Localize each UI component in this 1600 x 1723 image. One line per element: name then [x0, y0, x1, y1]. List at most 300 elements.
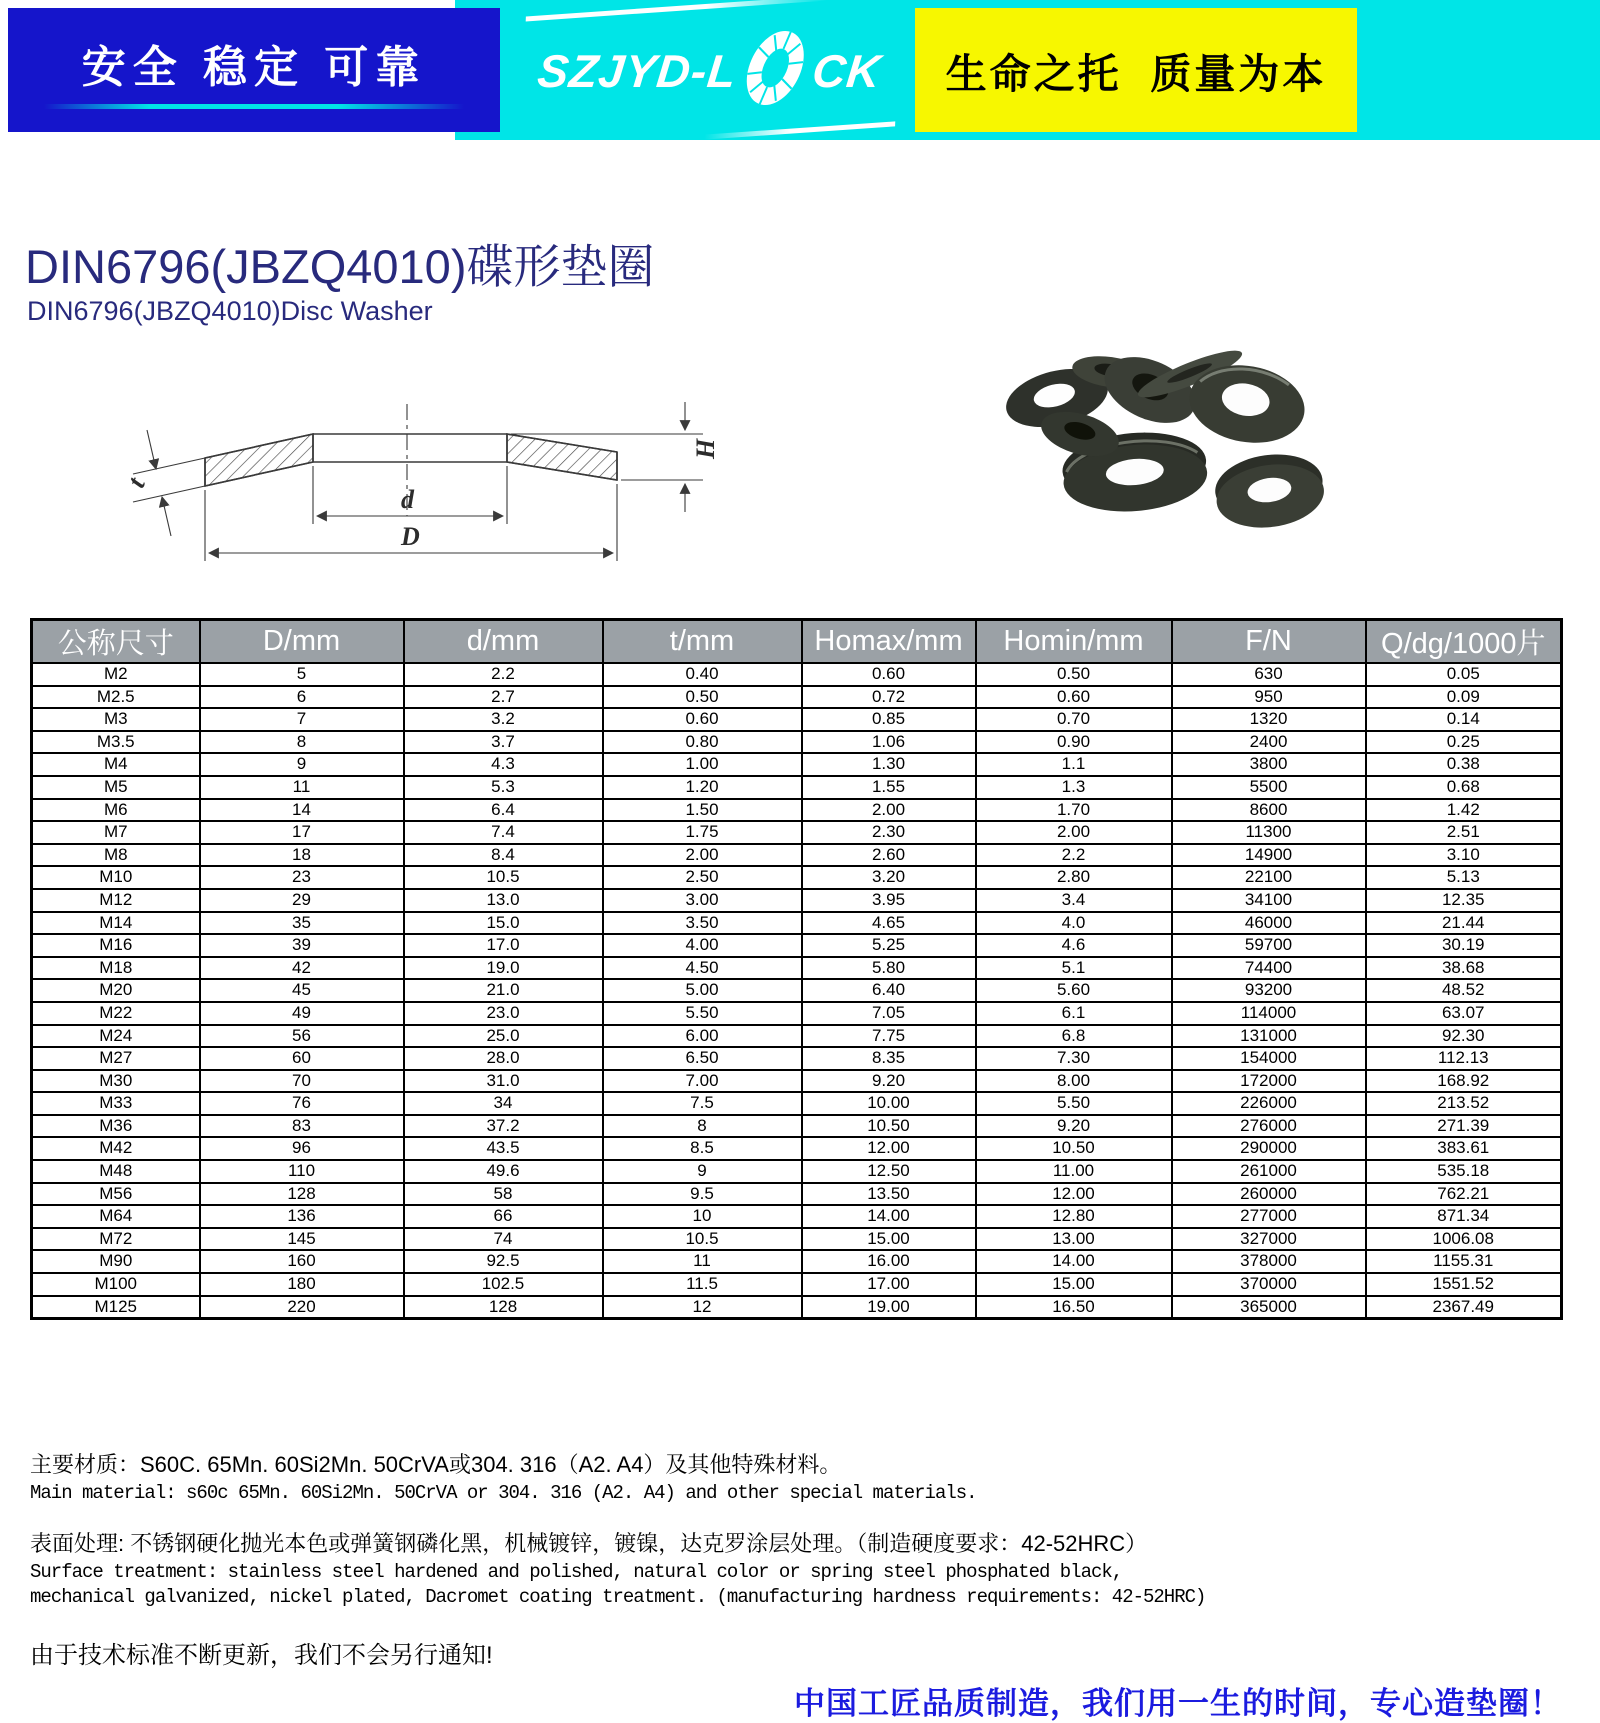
spec-table-head-row — [32, 620, 1562, 664]
table-cell: 114000 — [1172, 1002, 1366, 1025]
table-row — [32, 957, 1562, 980]
table-cell: 0.68 — [1366, 776, 1562, 799]
logo-swoosh-top — [526, 0, 828, 21]
page-title: DIN6796(JBZQ4010)碟形垫圈 — [25, 240, 655, 293]
table-cell: 1.06 — [802, 731, 976, 754]
table-cell: 60 — [200, 1047, 404, 1070]
table-cell: 131000 — [1172, 1025, 1366, 1048]
table-cell: 327000 — [1172, 1228, 1366, 1251]
table-cell: M5 — [32, 776, 200, 799]
table-cell: 112.13 — [1366, 1047, 1562, 1070]
table-cell: 21.44 — [1366, 912, 1562, 935]
table-cell: 37.2 — [404, 1115, 603, 1138]
column-header: Homin/mm — [976, 620, 1172, 664]
table-cell: 276000 — [1172, 1115, 1366, 1138]
table-cell: M56 — [32, 1183, 200, 1206]
table-cell: 950 — [1172, 686, 1366, 709]
table-cell: 7.5 — [603, 1092, 802, 1115]
table-cell: 76 — [200, 1092, 404, 1115]
table-cell: M64 — [32, 1205, 200, 1228]
table-cell: 7.00 — [603, 1070, 802, 1093]
table-cell: 10 — [603, 1205, 802, 1228]
table-cell: 370000 — [1172, 1273, 1366, 1296]
table-cell: 2367.49 — [1366, 1296, 1562, 1319]
table-cell: 16.50 — [976, 1296, 1172, 1319]
table-cell: 34 — [404, 1092, 603, 1115]
table-cell: 11 — [603, 1250, 802, 1273]
table-cell: 58 — [404, 1183, 603, 1206]
table-cell: 1.50 — [603, 799, 802, 822]
table-cell: 5.60 — [976, 979, 1172, 1002]
table-cell: M27 — [32, 1047, 200, 1070]
table-cell: M14 — [32, 912, 200, 935]
table-cell: 1006.08 — [1366, 1228, 1562, 1251]
table-cell: 13.00 — [976, 1228, 1172, 1251]
table-cell: 0.25 — [1366, 731, 1562, 754]
table-cell: 6.00 — [603, 1025, 802, 1048]
table-cell: M18 — [32, 957, 200, 980]
table-cell: M2 — [32, 663, 200, 686]
dim-label-H: H — [691, 438, 720, 459]
table-cell: 56 — [200, 1025, 404, 1048]
dim-label-t: t — [121, 473, 151, 492]
bottom-slogan: 中国工匠品质制造，我们用一生的时间，专心造垫圈！ — [794, 1686, 1562, 1721]
table-cell: M42 — [32, 1137, 200, 1160]
table-cell: 128 — [200, 1183, 404, 1206]
table-row — [32, 934, 1562, 957]
table-cell: 110 — [200, 1160, 404, 1183]
table-cell: 19.0 — [404, 957, 603, 980]
column-header: 公称尺寸 — [32, 620, 200, 664]
table-cell: 59700 — [1172, 934, 1366, 957]
table-cell: M4 — [32, 753, 200, 776]
table-cell: 7.4 — [404, 821, 603, 844]
table-cell: 11.00 — [976, 1160, 1172, 1183]
table-cell: 383.61 — [1366, 1137, 1562, 1160]
table-cell: 5.25 — [802, 934, 976, 957]
table-cell: M6 — [32, 799, 200, 822]
table-cell: 3800 — [1172, 753, 1366, 776]
disc-washer-product-photo — [985, 316, 1330, 541]
table-cell: 2.2 — [404, 663, 603, 686]
table-row — [32, 1115, 1562, 1138]
column-header: t/mm — [603, 620, 802, 664]
page-header — [0, 0, 1600, 140]
table-cell: 28.0 — [404, 1047, 603, 1070]
table-cell: M24 — [32, 1025, 200, 1048]
table-cell: 4.6 — [976, 934, 1172, 957]
table-cell: 260000 — [1172, 1183, 1366, 1206]
table-cell: 3.95 — [802, 889, 976, 912]
table-cell: 5.3 — [404, 776, 603, 799]
table-cell: M3.5 — [32, 731, 200, 754]
table-cell: 9.5 — [603, 1183, 802, 1206]
table-cell: 3.00 — [603, 889, 802, 912]
brand-logo-inner — [533, 22, 886, 119]
table-cell: 220 — [200, 1296, 404, 1319]
header-safety-banner — [8, 8, 500, 132]
table-cell: 5 — [200, 663, 404, 686]
table-cell: 271.39 — [1366, 1115, 1562, 1138]
table-cell: M7 — [32, 821, 200, 844]
table-cell: 5.00 — [603, 979, 802, 1002]
table-cell: 3.4 — [976, 889, 1172, 912]
page-subtitle: DIN6796(JBZQ4010)Disc Washer — [27, 296, 433, 326]
table-cell: 25.0 — [404, 1025, 603, 1048]
table-cell: 74400 — [1172, 957, 1366, 980]
table-cell: M12 — [32, 889, 200, 912]
table-cell: 17.0 — [404, 934, 603, 957]
table-row — [32, 1250, 1562, 1273]
table-cell: 2.30 — [802, 821, 976, 844]
table-cell: 6.4 — [404, 799, 603, 822]
table-cell: 2.00 — [603, 844, 802, 867]
table-cell: 4.0 — [976, 912, 1172, 935]
table-cell: 5.13 — [1366, 866, 1562, 889]
spec-table-body — [32, 663, 1562, 1319]
table-cell: 11.5 — [603, 1273, 802, 1296]
table-cell: 1551.52 — [1366, 1273, 1562, 1296]
table-row — [32, 1070, 1562, 1093]
table-cell: 2.80 — [976, 866, 1172, 889]
table-cell: 15.00 — [976, 1273, 1172, 1296]
column-header: d/mm — [404, 620, 603, 664]
table-cell: 0.60 — [976, 686, 1172, 709]
table-row — [32, 1183, 1562, 1206]
table-cell: 213.52 — [1366, 1092, 1562, 1115]
table-row — [32, 912, 1562, 935]
table-cell: 0.50 — [603, 686, 802, 709]
table-row — [32, 821, 1562, 844]
table-cell: 12.00 — [802, 1137, 976, 1160]
table-cell: M20 — [32, 979, 200, 1002]
table-cell: 4.65 — [802, 912, 976, 935]
table-cell: 66 — [404, 1205, 603, 1228]
table-cell: 2.00 — [802, 799, 976, 822]
table-row — [32, 1137, 1562, 1160]
table-cell: 5.50 — [603, 1002, 802, 1025]
table-cell: M22 — [32, 1002, 200, 1025]
table-cell: 168.92 — [1366, 1070, 1562, 1093]
surface-note-cn: 表面处理: 不锈钢硬化抛光本色或弹簧钢磷化黑，机械镀锌，镀镍，达克罗涂层处理。（制造硬度要求：42-52HRC） — [30, 1531, 1148, 1556]
table-cell: 9.20 — [976, 1115, 1172, 1138]
table-cell: 14900 — [1172, 844, 1366, 867]
safety-slogan-text: 安全 稳定 可靠 — [81, 43, 427, 92]
table-row — [32, 1025, 1562, 1048]
table-cell: 5.1 — [976, 957, 1172, 980]
table-cell: 19.00 — [802, 1296, 976, 1319]
table-cell: 0.90 — [976, 731, 1172, 754]
table-cell: M33 — [32, 1092, 200, 1115]
table-row — [32, 1002, 1562, 1025]
table-cell: 0.60 — [603, 708, 802, 731]
table-cell: 8 — [603, 1115, 802, 1138]
table-cell: 14 — [200, 799, 404, 822]
table-row — [32, 1047, 1562, 1070]
table-cell: 3.50 — [603, 912, 802, 935]
table-cell: 30.19 — [1366, 934, 1562, 957]
table-cell: 630 — [1172, 663, 1366, 686]
table-cell: 0.85 — [802, 708, 976, 731]
table-cell: 871.34 — [1366, 1205, 1562, 1228]
table-cell: 18 — [200, 844, 404, 867]
table-cell: 2.00 — [976, 821, 1172, 844]
table-cell: 1.75 — [603, 821, 802, 844]
table-cell: 0.60 — [802, 663, 976, 686]
table-row — [32, 979, 1562, 1002]
table-cell: 14.00 — [976, 1250, 1172, 1273]
table-cell: 8.00 — [976, 1070, 1172, 1093]
table-cell: 12 — [603, 1296, 802, 1319]
table-cell: 2.7 — [404, 686, 603, 709]
table-cell: 128 — [404, 1296, 603, 1319]
table-row — [32, 686, 1562, 709]
table-row — [32, 866, 1562, 889]
column-header: D/mm — [200, 620, 404, 664]
table-cell: 3.10 — [1366, 844, 1562, 867]
update-note: 由于技术标准不断更新，我们不会另行通知! — [30, 1642, 493, 1669]
table-cell: 7.30 — [976, 1047, 1172, 1070]
logo-swoosh-bottom — [705, 121, 896, 139]
table-cell: 96 — [200, 1137, 404, 1160]
table-cell: 10.00 — [802, 1092, 976, 1115]
table-cell: 145 — [200, 1228, 404, 1251]
table-cell: 136 — [200, 1205, 404, 1228]
table-cell: 8 — [200, 731, 404, 754]
table-cell: 23 — [200, 866, 404, 889]
table-row — [32, 1296, 1562, 1319]
table-cell: 1.55 — [802, 776, 976, 799]
table-cell: 7.75 — [802, 1025, 976, 1048]
table-cell: 10.5 — [404, 866, 603, 889]
table-cell: 42 — [200, 957, 404, 980]
table-cell: 7.05 — [802, 1002, 976, 1025]
table-cell: 93200 — [1172, 979, 1366, 1002]
table-cell: M90 — [32, 1250, 200, 1273]
table-cell: 2.50 — [603, 866, 802, 889]
washer-logo-icon — [734, 22, 816, 119]
table-cell: 6.8 — [976, 1025, 1172, 1048]
table-cell: 34100 — [1172, 889, 1366, 912]
table-cell: 48.52 — [1366, 979, 1562, 1002]
table-cell: 1320 — [1172, 708, 1366, 731]
table-cell: M48 — [32, 1160, 200, 1183]
table-cell: 0.72 — [802, 686, 976, 709]
table-cell: 16.00 — [802, 1250, 976, 1273]
table-row — [32, 776, 1562, 799]
surface-note-en-2: mechanical galvanized, nickel plated, Dacromet coating treatment. (manufacturing hardness requirements: 42-52HRC) — [30, 1586, 1206, 1608]
table-cell: 6.50 — [603, 1047, 802, 1070]
table-cell: 1.1 — [976, 753, 1172, 776]
dim-label-d: d — [401, 485, 414, 514]
table-cell: 6.40 — [802, 979, 976, 1002]
table-cell: 5.50 — [976, 1092, 1172, 1115]
table-row — [32, 799, 1562, 822]
column-header: Homax/mm — [802, 620, 976, 664]
table-cell: 1.3 — [976, 776, 1172, 799]
table-cell: 23.0 — [404, 1002, 603, 1025]
table-cell: 11 — [200, 776, 404, 799]
logo-text-suffix: CK — [810, 44, 885, 96]
table-cell: 180 — [200, 1273, 404, 1296]
table-cell: 15.0 — [404, 912, 603, 935]
table-cell: 1.20 — [603, 776, 802, 799]
table-cell: 31.0 — [404, 1070, 603, 1093]
table-cell: 172000 — [1172, 1070, 1366, 1093]
surface-note-en-1: Surface treatment: stainless steel hardened and polished, natural color or spring steel phosphated black, — [30, 1561, 1123, 1583]
table-cell: M100 — [32, 1273, 200, 1296]
table-cell: 74 — [404, 1228, 603, 1251]
table-cell: 0.09 — [1366, 686, 1562, 709]
table-cell: 8.35 — [802, 1047, 976, 1070]
table-row — [32, 1160, 1562, 1183]
table-cell: 49 — [200, 1002, 404, 1025]
table-cell: 160 — [200, 1250, 404, 1273]
table-cell: M2.5 — [32, 686, 200, 709]
table-cell: 70 — [200, 1070, 404, 1093]
table-row — [32, 1228, 1562, 1251]
dim-label-D: D — [401, 522, 420, 551]
table-cell: 8.5 — [603, 1137, 802, 1160]
table-cell: M36 — [32, 1115, 200, 1138]
table-cell: 38.68 — [1366, 957, 1562, 980]
table-cell: 83 — [200, 1115, 404, 1138]
table-cell: 6.1 — [976, 1002, 1172, 1025]
logo-text-prefix: SZJYD-L — [535, 44, 740, 96]
table-cell: 9.20 — [802, 1070, 976, 1093]
table-cell: 1.70 — [976, 799, 1172, 822]
table-cell: 4.50 — [603, 957, 802, 980]
table-cell: 8600 — [1172, 799, 1366, 822]
table-cell: 5500 — [1172, 776, 1366, 799]
table-cell: 17.00 — [802, 1273, 976, 1296]
table-cell: 5.80 — [802, 957, 976, 980]
table-cell: 535.18 — [1366, 1160, 1562, 1183]
table-cell: M30 — [32, 1070, 200, 1093]
table-cell: 3.2 — [404, 708, 603, 731]
notes-section — [30, 1448, 1430, 1670]
table-cell: 21.0 — [404, 979, 603, 1002]
header-quality-banner — [915, 8, 1357, 132]
table-row — [32, 1092, 1562, 1115]
table-cell: 29 — [200, 889, 404, 912]
table-row — [32, 753, 1562, 776]
table-row — [32, 1273, 1562, 1296]
safety-slogan-underline — [44, 104, 464, 109]
table-cell: 22100 — [1172, 866, 1366, 889]
table-cell: 10.50 — [976, 1137, 1172, 1160]
table-cell: 6 — [200, 686, 404, 709]
table-cell: 7 — [200, 708, 404, 731]
table-cell: 102.5 — [404, 1273, 603, 1296]
table-row — [32, 1205, 1562, 1228]
table-cell: 277000 — [1172, 1205, 1366, 1228]
table-cell: 0.14 — [1366, 708, 1562, 731]
table-cell: 13.50 — [802, 1183, 976, 1206]
table-cell: 45 — [200, 979, 404, 1002]
table-cell: 4.00 — [603, 934, 802, 957]
table-cell: 2.51 — [1366, 821, 1562, 844]
column-header: Q/dg/1000片 — [1366, 620, 1562, 664]
table-cell: 2.60 — [802, 844, 976, 867]
spec-table — [30, 618, 1563, 1320]
table-cell: 1.00 — [603, 753, 802, 776]
table-cell: 4.3 — [404, 753, 603, 776]
material-note-en: Main material: s60c 65Mn. 60Si2Mn. 50CrVA or 304. 316 (A2. A4) and other special materials. — [30, 1482, 977, 1504]
table-cell: 12.00 — [976, 1183, 1172, 1206]
table-cell: M72 — [32, 1228, 200, 1251]
table-cell: M125 — [32, 1296, 200, 1319]
table-cell: 11300 — [1172, 821, 1366, 844]
table-cell: 17 — [200, 821, 404, 844]
table-cell: 12.50 — [802, 1160, 976, 1183]
table-cell: 1.30 — [802, 753, 976, 776]
column-header: F/N — [1172, 620, 1366, 664]
table-cell: 1.42 — [1366, 799, 1562, 822]
table-cell: 15.00 — [802, 1228, 976, 1251]
table-cell: 226000 — [1172, 1092, 1366, 1115]
table-cell: 3.20 — [802, 866, 976, 889]
table-cell: 43.5 — [404, 1137, 603, 1160]
table-cell: 9 — [200, 753, 404, 776]
table-cell: M16 — [32, 934, 200, 957]
table-cell: 35 — [200, 912, 404, 935]
brand-logo — [505, 0, 915, 140]
table-cell: 2400 — [1172, 731, 1366, 754]
table-cell: 2.2 — [976, 844, 1172, 867]
table-cell: 365000 — [1172, 1296, 1366, 1319]
table-cell: 92.30 — [1366, 1025, 1562, 1048]
table-cell: 12.35 — [1366, 889, 1562, 912]
table-cell: 0.38 — [1366, 753, 1562, 776]
table-cell: 0.70 — [976, 708, 1172, 731]
table-cell: M3 — [32, 708, 200, 731]
table-cell: 0.05 — [1366, 663, 1562, 686]
washer-cross-section-drawing — [55, 346, 725, 573]
table-cell: 8.4 — [404, 844, 603, 867]
table-cell: 154000 — [1172, 1047, 1366, 1070]
table-cell: 290000 — [1172, 1137, 1366, 1160]
quality-slogan-text: 生命之托 质量为本 — [945, 50, 1327, 97]
table-cell: 63.07 — [1366, 1002, 1562, 1025]
table-cell: 0.50 — [976, 663, 1172, 686]
table-cell: 14.00 — [802, 1205, 976, 1228]
table-cell: M10 — [32, 866, 200, 889]
table-row — [32, 889, 1562, 912]
table-cell: 92.5 — [404, 1250, 603, 1273]
material-note-cn: 主要材质：S60C. 65Mn. 60Si2Mn. 50CrVA或304. 316（A2. A4）及其他特殊材料。 — [30, 1452, 842, 1477]
table-row — [32, 844, 1562, 867]
table-cell: 0.80 — [603, 731, 802, 754]
table-cell: 49.6 — [404, 1160, 603, 1183]
table-cell: 378000 — [1172, 1250, 1366, 1273]
table-row — [32, 731, 1562, 754]
table-cell: 762.21 — [1366, 1183, 1562, 1206]
table-cell: 39 — [200, 934, 404, 957]
table-cell: 9 — [603, 1160, 802, 1183]
table-cell: 261000 — [1172, 1160, 1366, 1183]
table-cell: 1155.31 — [1366, 1250, 1562, 1273]
table-cell: 46000 — [1172, 912, 1366, 935]
table-row — [32, 663, 1562, 686]
table-cell: 10.50 — [802, 1115, 976, 1138]
table-cell: 0.40 — [603, 663, 802, 686]
table-cell: 12.80 — [976, 1205, 1172, 1228]
table-cell: M8 — [32, 844, 200, 867]
table-row — [32, 708, 1562, 731]
table-cell: 10.5 — [603, 1228, 802, 1251]
table-cell: 13.0 — [404, 889, 603, 912]
